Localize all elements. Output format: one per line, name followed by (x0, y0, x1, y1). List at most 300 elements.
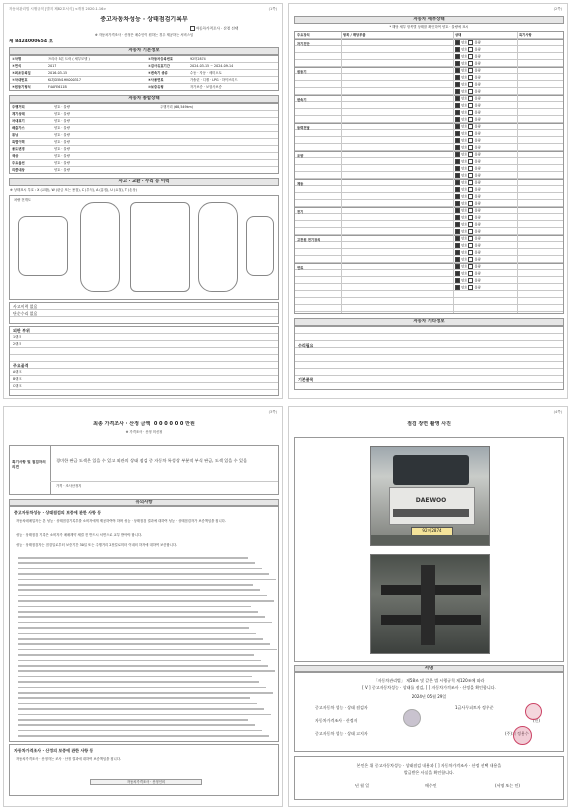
opinion-text: 경미한 판금 도색은 있을 수 있고 외관의 상태 점검 중 자동차 특성상 부분적 부식 판금, 도색 있을 수 있음 (56, 458, 248, 463)
status-good: 양호 (461, 82, 468, 87)
checkbox-checked-icon (455, 75, 460, 80)
status-good: 양호 (461, 54, 468, 59)
checkbox-checked-icon (455, 89, 460, 94)
extra-info-header: 자동차 기타정보 (294, 318, 564, 326)
checkbox-icon (468, 215, 473, 220)
opinion-label: 특기사항 및 점검자의 의견 (12, 460, 46, 469)
notice-header: 유의사항 (9, 499, 279, 506)
status-option (455, 124, 515, 129)
signer-mark: (인) (533, 718, 540, 723)
status-good: 양호 (461, 159, 468, 164)
status-bad: 불량 (474, 75, 481, 80)
column-divider (517, 32, 518, 313)
signer-mark: (주)지 정용수 (505, 731, 529, 736)
status-row-value: 양호 · 불량 (54, 119, 70, 123)
status-option (455, 187, 515, 192)
checkbox-icon (468, 285, 473, 290)
checkbox-icon (468, 187, 473, 192)
checkbox-icon (468, 40, 473, 45)
diagram-label: 차량 전개도 (14, 198, 31, 202)
status-bad: 불량 (474, 89, 481, 94)
basic-info-value: F4AFE611B (48, 85, 67, 89)
notice-item: 성능 · 상태점검자는 점검일로부터 보증기간 30일 또는 주행거리 2천킬로미터 이내의 하자에 대하여 보증합니다. (16, 543, 178, 547)
notice-text-line (18, 665, 268, 667)
sign-header: 서명 (294, 665, 564, 672)
checkbox-checked-icon (455, 47, 460, 52)
rank-1: 1랭크 (13, 335, 22, 339)
notice-text-line (18, 573, 269, 575)
status-bad: 불량 (474, 208, 481, 213)
overall-status-table (9, 103, 279, 174)
notice-text-line (18, 638, 263, 640)
status-option (455, 103, 515, 108)
checkbox-icon (468, 194, 473, 199)
accident-history-header: 사고 · 교환 · 수리 등 이력 (9, 178, 279, 186)
frame-label: 주요골격 (13, 363, 29, 368)
status-option (455, 215, 515, 220)
parts-table (9, 326, 279, 396)
divider (50, 481, 278, 482)
notice-text-line (18, 697, 250, 699)
basic-info-value: 수동 · 자동 · 세미오토 (190, 71, 222, 75)
status-bad: 불량 (474, 131, 481, 136)
status-bad: 불량 (474, 96, 481, 101)
status-good: 양호 (461, 222, 468, 227)
checkbox-checked-icon (455, 145, 460, 150)
status-good: 양호 (461, 68, 468, 73)
signer-role: 중고자동차 성능 · 상태 점검자 (315, 705, 368, 710)
status-good: 양호 (461, 166, 468, 171)
checkbox-checked-icon (455, 138, 460, 143)
status-option (455, 243, 515, 248)
price-assessor-label: 가격 · 조사산정자 (56, 484, 82, 488)
checkbox-checked-icon (455, 117, 460, 122)
price-check-option: 자동차가격조사 · 산정 선택 (154, 26, 274, 32)
status-bad: 불량 (474, 187, 481, 192)
basic-info-value: 2017 (48, 64, 57, 68)
signature-seal (403, 709, 421, 727)
notice-text-line (18, 687, 266, 689)
law-text: 「자동차관리법」 제58조 및 같은 법 시행규칙 제120조에 따라 (373, 678, 485, 683)
notice-text-line (18, 676, 252, 678)
rank-b: B랭크 (13, 377, 22, 381)
status-bad: 불량 (474, 61, 481, 66)
extra-info-table (294, 326, 564, 390)
basic-info-label: ③연식 (12, 64, 22, 68)
column-header: 항목 / 해당부품 (343, 33, 366, 37)
checkbox-icon (468, 243, 473, 248)
column-divider (341, 32, 342, 313)
notice-text-line (18, 633, 256, 635)
notice-text-line (18, 622, 272, 624)
status-good: 양호 (461, 117, 468, 122)
notice-text-line (18, 611, 258, 613)
status-option (455, 250, 515, 255)
notice-text-line (18, 735, 269, 737)
status-good: 양호 (461, 194, 468, 199)
notice-box (9, 506, 279, 742)
status-bad: 불량 (474, 250, 481, 255)
basic-info-label: ①차명 (12, 57, 22, 61)
notice-text-line (18, 595, 267, 597)
checkbox-checked-icon (455, 180, 460, 185)
status-good: 양호 (461, 96, 468, 101)
status-good: 양호 (461, 229, 468, 234)
status-bad: 불량 (474, 138, 481, 143)
checkbox-icon (468, 96, 473, 101)
status-bad: 불량 (474, 271, 481, 276)
rank-2: 2랭크 (13, 342, 22, 346)
checkbox-icon (468, 145, 473, 150)
status-option (455, 54, 515, 59)
basic-info-value: KLTJD5N1HK000317 (48, 78, 81, 82)
status-bad: 불량 (474, 103, 481, 108)
checkbox-checked-icon (455, 152, 460, 157)
notice-text-line (18, 643, 270, 645)
basic-info-value: 92머2874 (190, 57, 206, 61)
section-label: 변속기 (297, 98, 307, 102)
checkbox-checked-icon (455, 278, 460, 283)
checkbox-checked-icon (455, 40, 460, 45)
status-bad: 불량 (474, 124, 481, 129)
basic-info-value: 가솔린 · 디젤 · LPG · 하이브리드 (190, 78, 238, 82)
law-text-2: [ V ] 중고자동차성능 · 상태를 점검, [ ] 자동차가격조사 · 산정을 확인합니다. (362, 685, 496, 690)
checkbox-checked-icon (455, 222, 460, 227)
checkbox-checked-icon (455, 229, 460, 234)
status-bad: 불량 (474, 264, 481, 269)
basic-items-label: 기본품목 (298, 377, 314, 382)
status-good: 양호 (461, 257, 468, 262)
sign-box (294, 672, 564, 752)
notice-text-line (18, 649, 277, 651)
checkbox-icon (468, 250, 473, 255)
page-2 (288, 3, 568, 399)
status-option (455, 61, 515, 66)
column-header: 상태 (455, 33, 462, 37)
status-bad: 불량 (474, 257, 481, 262)
car-frame-view (130, 202, 190, 292)
checkbox-icon (468, 61, 473, 66)
signature-label: 자동차가격조사 · 산정인의 (90, 779, 202, 785)
notice-text-line (18, 654, 254, 656)
title-note: ※ 자동차가격조사 · 산정은 매수인이 원하는 경우 제공하는 서비스임 (94, 33, 194, 37)
status-row-value: 양호 · 불량 (54, 154, 70, 158)
status-bad: 불량 (474, 82, 481, 87)
basic-info-value: 2024-03-15 ~ 2024-09-14 (190, 64, 234, 68)
page-1 (3, 3, 283, 399)
status-row-label: 색상 (12, 154, 19, 158)
notice-text-line (18, 568, 262, 570)
receipt-box (294, 756, 564, 800)
status-option (455, 40, 515, 45)
checkbox-checked-icon (455, 166, 460, 171)
status-good: 양호 (461, 124, 468, 129)
status-option (455, 75, 515, 80)
status-good: 양호 (461, 278, 468, 283)
company-stamp (513, 726, 532, 745)
checkbox-checked-icon (455, 131, 460, 136)
receipt-signer: 매수인 (425, 783, 437, 788)
status-good: 양호 (461, 61, 468, 66)
status-row-value: 양호 · 불량 (54, 147, 70, 151)
checkbox-icon (468, 180, 473, 185)
notice-item: 자동차매매업자는 본 성능 · 상태점검기록부를 소비자에게 제공하여야 하며 성능 · 상태점검 결과에 대하여 성능 · 상태점검자가 보증책임을 집니다. (16, 519, 226, 523)
photo-title: 점검 장면 촬영 사진 (407, 421, 451, 427)
checkbox-icon (468, 124, 473, 129)
status-option (455, 96, 515, 101)
accident-summary (9, 302, 279, 324)
truck-front-photo (370, 446, 490, 546)
signer-role: 자동차가격조사 · 산정자 (315, 718, 358, 723)
price-notice-item: 자동차가격조사 · 산정자는 조사 · 산정 결과에 대하여 보증책임을 집니다. (16, 757, 121, 761)
status-good: 양호 (461, 110, 468, 115)
overall-status-header: 자동차 종합상태 (9, 95, 279, 103)
status-option (455, 145, 515, 150)
checkbox-icon (468, 208, 473, 213)
notice-text-line (18, 616, 265, 618)
notice-text-line (18, 724, 255, 726)
notice-text-line (18, 670, 275, 672)
section-divider (295, 151, 563, 152)
status-bad: 불량 (474, 278, 481, 283)
status-good: 양호 (461, 250, 468, 255)
status-row-value: 양호 · 불량 (54, 161, 70, 165)
status-row-label: 주행거리 (12, 105, 25, 109)
basic-info-table (9, 55, 279, 91)
checkbox-checked-icon (455, 124, 460, 129)
page-number: (3쪽) (268, 410, 277, 414)
notice-text-line (18, 708, 264, 710)
receipt-text-2: 발급받은 사실을 확인합니다. (403, 770, 455, 775)
notice-text-line (18, 681, 259, 683)
section-divider (295, 39, 563, 40)
record-number: 제 8424000654 호 (9, 39, 54, 44)
status-bad: 불량 (474, 236, 481, 241)
checkbox-icon (468, 110, 473, 115)
receipt-date: 년 월 일 (355, 783, 370, 788)
checkbox-icon (468, 222, 473, 227)
basic-info-value: 2016-03-15 (48, 71, 68, 75)
status-bad: 불량 (474, 180, 481, 185)
checkbox-icon (468, 117, 473, 122)
checkbox-icon (190, 26, 195, 31)
status-row-value: 양호 · 불량 (54, 140, 70, 144)
section-label: 원동기 (297, 70, 307, 74)
opinion-box (9, 445, 279, 495)
notice-text-line (18, 714, 271, 716)
status-option (455, 82, 515, 87)
checkbox-checked-icon (455, 257, 460, 262)
basic-info-label: ⑦차대번호 (12, 78, 28, 82)
photo-frame (294, 437, 564, 662)
checkbox-icon (468, 89, 473, 94)
status-good: 양호 (461, 103, 468, 108)
notice-text-line (18, 584, 253, 586)
drive-shaft (421, 565, 435, 645)
checkbox-icon (468, 82, 473, 87)
status-good: 양호 (461, 89, 468, 94)
section-label: 전기 (297, 210, 304, 214)
status-good: 양호 (461, 152, 468, 157)
status-option (455, 180, 515, 185)
checkbox-icon (468, 152, 473, 157)
status-option (455, 138, 515, 143)
status-option (455, 264, 515, 269)
status-row-value: 양호 · 불량 (54, 168, 70, 172)
checkbox-checked-icon (455, 187, 460, 192)
checkbox-checked-icon (455, 208, 460, 213)
section-divider (295, 235, 563, 236)
basic-info-label: ②자동차등록번호 (148, 57, 174, 61)
notice-text-line (18, 589, 260, 591)
notice-text-line (18, 606, 251, 608)
accident-value: 사고이력 없음 (13, 304, 38, 309)
checkbox-checked-icon (455, 285, 460, 290)
accident-legend: ※ 상태표시 부호 : X (교환), W (판금 또는 용접), C (부식), A (흠집), U (요철), T (손상) (10, 188, 137, 192)
repair-value: 단순수리 없음 (13, 311, 38, 316)
status-bad: 불량 (474, 47, 481, 52)
signer-role: 중고자동차 성능 · 상태 고지자 (315, 731, 368, 736)
column-divider (453, 32, 454, 313)
status-row-label: 튜닝 (12, 133, 19, 137)
status-good: 양호 (461, 243, 468, 248)
basic-info-label: ⑤최초등록일 (12, 71, 31, 75)
vehicle-diagram (9, 195, 279, 300)
status-good: 양호 (461, 180, 468, 185)
status-option (455, 47, 515, 52)
status-row-value: 양호 · 불량 (54, 105, 70, 109)
checkbox-icon (468, 54, 473, 59)
section-divider (295, 207, 563, 208)
status-good: 양호 (461, 201, 468, 206)
status-option (455, 271, 515, 276)
status-option (455, 208, 515, 213)
checkbox-checked-icon (455, 61, 460, 66)
section-divider (295, 179, 563, 180)
section-label: 동력전달 (297, 126, 310, 130)
status-option (455, 201, 515, 206)
checkbox-checked-icon (455, 82, 460, 87)
status-bad: 불량 (474, 110, 481, 115)
checkbox-icon (468, 271, 473, 276)
column-header: 특기사항 (519, 33, 532, 37)
status-option (455, 257, 515, 262)
status-row-value: 양호 · 불량 (54, 133, 70, 137)
notice-text-line (18, 562, 255, 564)
car-top-view (80, 202, 120, 292)
form-meta: 자동차관리법 시행규칙 [별지 제82호서식] <개정 2020.1.16> (9, 7, 107, 11)
status-bad: 불량 (474, 229, 481, 234)
basic-info-header: 자동차 기본정보 (9, 47, 279, 55)
status-bad: 불량 (474, 215, 481, 220)
checkbox-checked-icon (455, 264, 460, 269)
section-divider (295, 123, 563, 124)
status-bad: 불량 (474, 54, 481, 59)
license-plate: 92머2874 (411, 527, 453, 536)
status-option (455, 152, 515, 157)
page-number: (4쪽) (553, 410, 562, 414)
status-row-label: 주요옵션 (12, 161, 25, 165)
document-title: 중고자동차성능 · 상태점검기록부 (100, 16, 188, 23)
notice-text-line (18, 730, 262, 732)
checkbox-checked-icon (455, 194, 460, 199)
checkbox-checked-icon (455, 173, 460, 178)
receipt-mark: (서명 또는 인) (495, 783, 520, 788)
car-right-view (246, 216, 274, 276)
checkbox-checked-icon (455, 243, 460, 248)
status-good: 양호 (461, 208, 468, 213)
price-title: 최종 가격조사 · 산정 금액 0 0 0 0 0 0 만원 (93, 421, 195, 427)
divider (50, 446, 51, 494)
status-bad: 불량 (474, 166, 481, 171)
column-header: 주요장치 (297, 33, 310, 37)
checkbox-checked-icon (455, 54, 460, 59)
status-good: 양호 (461, 187, 468, 192)
price-notice-box (9, 744, 279, 796)
checkbox-checked-icon (455, 96, 460, 101)
price-note: ※ 가격조사 · 산정 미신청 (125, 430, 163, 434)
status-good: 양호 (461, 131, 468, 136)
status-option (455, 236, 515, 241)
status-bad: 불량 (474, 159, 481, 164)
status-option (455, 89, 515, 94)
status-option (455, 229, 515, 234)
status-option (455, 222, 515, 227)
status-row-label: 차대표기 (12, 119, 25, 123)
status-good: 양호 (461, 264, 468, 269)
basic-info-label: ⑩보증유형 (148, 85, 164, 89)
price-notice-title: 자동차가격조사 · 산정의 보증에 관한 사항 등 (14, 748, 94, 753)
checkbox-checked-icon (455, 236, 460, 241)
notice-text-line (18, 627, 249, 629)
notice-text-line (18, 703, 257, 705)
status-bad: 불량 (474, 201, 481, 206)
notice-text-line (18, 660, 261, 662)
page-number: (2쪽) (553, 7, 562, 11)
basic-info-label: ⑨원동기형식 (12, 85, 31, 89)
windshield (393, 455, 469, 485)
section-divider (295, 67, 563, 68)
truck-underside-photo (370, 554, 490, 654)
status-bad: 불량 (474, 117, 481, 122)
checkbox-checked-icon (455, 250, 460, 255)
section-label: 조향 (297, 154, 304, 158)
signer-name: 1급사무피트자 정우준 (455, 705, 494, 710)
status-good: 양호 (461, 285, 468, 290)
status-row-label: 배출가스 (12, 126, 25, 130)
notice-title: 중고자동차성능 · 상태점검의 보증에 관한 사항 등 (14, 510, 102, 515)
status-good: 양호 (461, 271, 468, 276)
car-left-view (18, 216, 68, 276)
status-option (455, 278, 515, 283)
checkbox-icon (468, 68, 473, 73)
outer-panel-label: 외판 부위 (13, 328, 30, 333)
checkbox-icon (468, 159, 473, 164)
checkbox-icon (468, 229, 473, 234)
status-bad: 불량 (474, 194, 481, 199)
section-divider (295, 263, 563, 264)
brand-logo-text: DAEWOO (415, 497, 447, 504)
status-good: 양호 (461, 138, 468, 143)
status-row-label: 리콜대상 (12, 168, 25, 172)
detail-status-note: * 해당 세부 항목별 상태를 확인하여 양호 · 불량에 표시 (389, 25, 469, 29)
basic-info-label: ④검사유효기간 (148, 64, 170, 68)
status-bad: 불량 (474, 68, 481, 73)
section-label: 고전원 전기장치 (297, 238, 321, 242)
section-divider (295, 95, 563, 96)
page-number: (1쪽) (268, 7, 277, 11)
status-good: 양호 (461, 47, 468, 52)
